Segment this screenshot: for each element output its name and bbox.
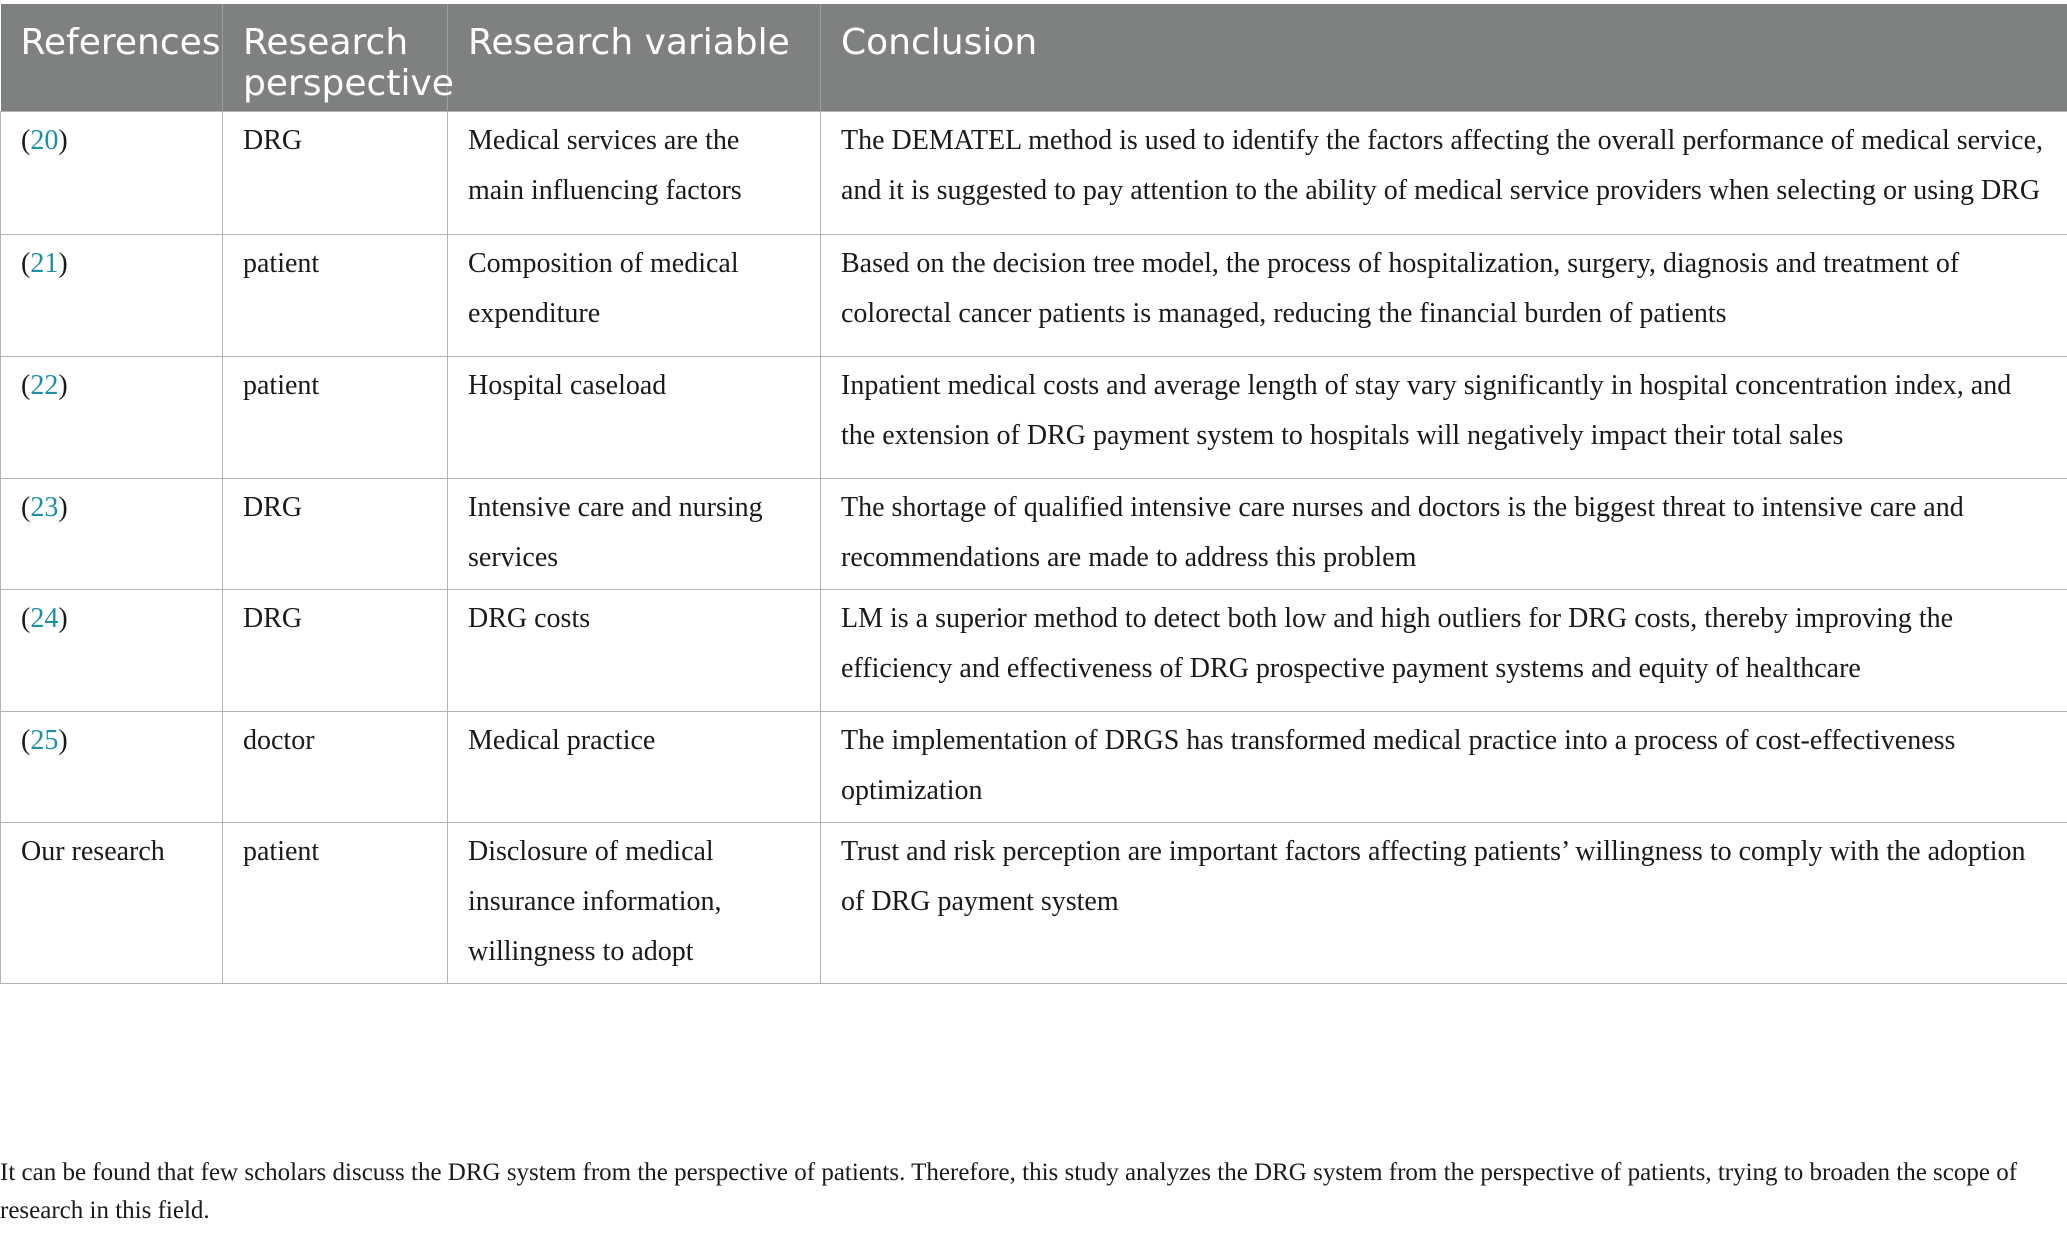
header-conclusion: Conclusion <box>821 4 2067 112</box>
body-paragraph: It can be found that few scholars discuss the DRG system from the perspective of patients. Therefore, this study analyzes the DRG system from the perspective of patients, trying to broaden the scope of research in this field. <box>0 1159 2018 1224</box>
reference-link[interactable]: 23 <box>30 492 59 523</box>
reference-cell: Our research <box>1 823 223 984</box>
conclusion-cell: Based on the decision tree model, the process of hospitalization, surgery, diagnosis and treatment of colorectal cancer patients is managed, reducing the financial burden of patients <box>821 235 2067 357</box>
perspective-cell: DRG <box>223 479 448 590</box>
variable-cell: Medical practice <box>448 712 821 823</box>
table-row <box>1 823 2067 984</box>
reference-cell: (21) <box>1 235 223 357</box>
perspective-cell: patient <box>223 357 448 479</box>
variable-cell: Intensive care and nursing services <box>448 479 821 590</box>
references-table <box>0 4 2067 984</box>
perspective-cell: DRG <box>223 112 448 235</box>
conclusion-cell: The DEMATEL method is used to identify the factors affecting the overall performance of medical service, and it is suggested to pay attention to the ability of medical service providers when selecting or using DRG <box>821 112 2067 235</box>
perspective-cell: DRG <box>223 590 448 712</box>
conclusion-cell: The shortage of qualified intensive care nurses and doctors is the biggest threat to intensive care and recommendations are made to address this problem <box>821 479 2067 590</box>
reference-cell: (25) <box>1 712 223 823</box>
table-header-row <box>1 4 2067 112</box>
variable-cell: Hospital caseload <box>448 357 821 479</box>
reference-cell: (24) <box>1 590 223 712</box>
conclusion-cell: Inpatient medical costs and average length of stay vary significantly in hospital concentration index, and the extension of DRG payment system to hospitals will negatively impact their total sales <box>821 357 2067 479</box>
variable-cell: Composition of medical expenditure <box>448 235 821 357</box>
table-row <box>1 590 2067 712</box>
reference-cell: (23) <box>1 479 223 590</box>
table-row <box>1 235 2067 357</box>
variable-cell: Medical services are the main influencing factors <box>448 112 821 235</box>
header-research-perspective: Research perspective <box>223 4 448 112</box>
variable-cell: DRG costs <box>448 590 821 712</box>
reference-link[interactable]: 24 <box>30 603 59 634</box>
perspective-cell: doctor <box>223 712 448 823</box>
header-research-variable: Research variable <box>448 4 821 112</box>
table-row <box>1 479 2067 590</box>
table-row <box>1 357 2067 479</box>
reference-link[interactable]: 25 <box>30 725 59 756</box>
table-row <box>1 712 2067 823</box>
perspective-cell: patient <box>223 235 448 357</box>
perspective-cell: patient <box>223 823 448 984</box>
conclusion-cell: Trust and risk perception are important factors affecting patients’ willingness to comply with the adoption of DRG payment system <box>821 823 2067 984</box>
conclusion-cell: LM is a superior method to detect both low and high outliers for DRG costs, thereby improving the efficiency and effectiveness of DRG prospective payment systems and equity of healthcare <box>821 590 2067 712</box>
reference-cell: (22) <box>1 357 223 479</box>
reference-link[interactable]: 22 <box>30 370 59 401</box>
reference-link[interactable]: 20 <box>30 125 59 156</box>
reference-link[interactable]: 21 <box>30 248 59 279</box>
variable-cell: Disclosure of medical insurance information, willingness to adopt <box>448 823 821 984</box>
table-row <box>1 112 2067 235</box>
header-references: References <box>1 4 223 112</box>
conclusion-cell: The implementation of DRGS has transformed medical practice into a process of cost-effectiveness optimization <box>821 712 2067 823</box>
reference-cell: (20) <box>1 112 223 235</box>
